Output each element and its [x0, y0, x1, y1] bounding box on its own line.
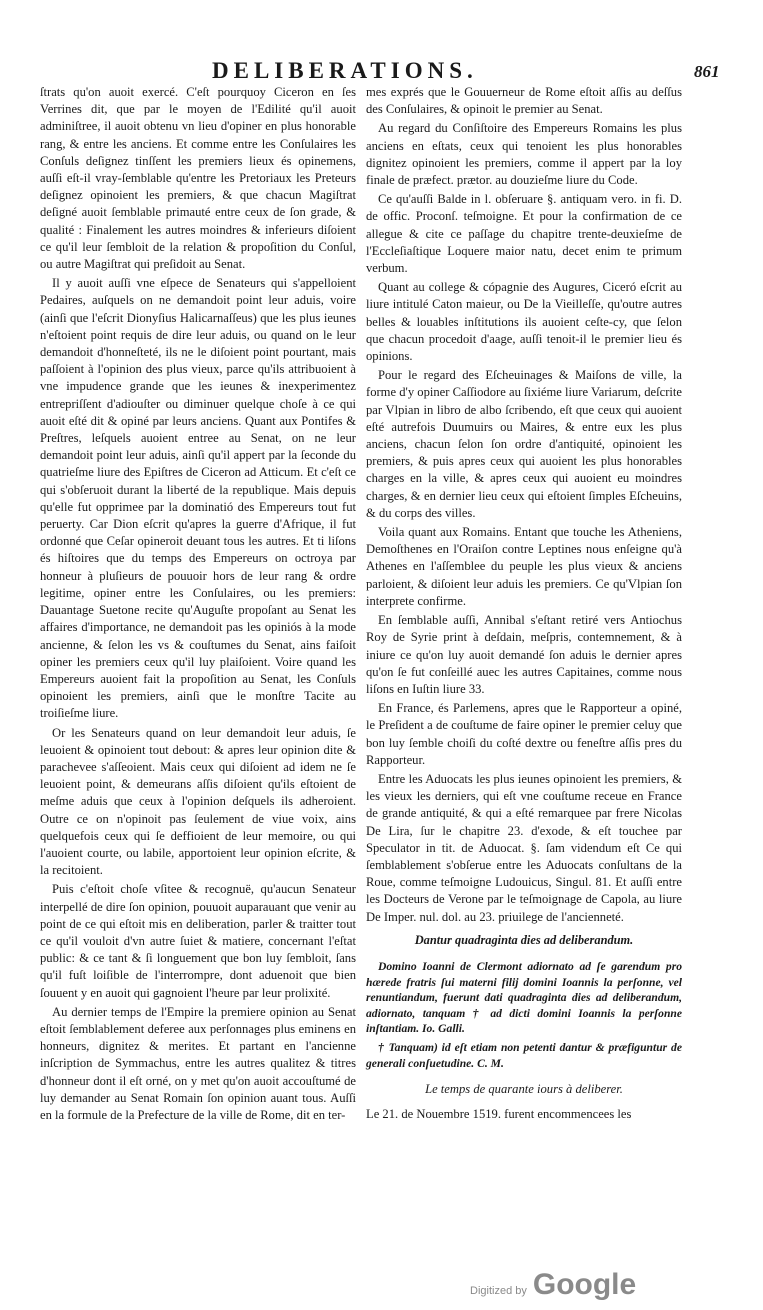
latin-notes: [366, 959, 682, 1071]
running-header-title: DELIBERATIONS.: [212, 58, 478, 83]
section-title: Le temps de quarante iours à deliberer.: [425, 1082, 623, 1097]
right-paragraph-5: Pour le regard des Eſcheuinages & Maiſons de ville, la forme d'y opiner Caſſiodore au ſixiéme liure Variarum, deſcrite par Vlpian in libro de albo ſcribendo, eſt que ceux qui auoient eſté autrefois Duumuirs ou Maires, & entre eux les plus anciens, chacun ſelon ſon ordre d'antiquité, opinoient les premiers, & puis apres ceux qui auoient les plus honorables charges en la ville, & apres ceux qui auoient eu moindres charges, & en dernier lieu ceux qui eſtoient ſimples Eſcheuins, & du corps des villes.: [366, 368, 682, 520]
left-paragraph-4: Puis c'eſtoit choſe vſitee & recognuë, qu'aucun Senateur interpellé de dire ſon opinion, pouuoit auparauant que venir au point de ce qui eſtoit mis en deliberation, parler & traitter tout ce qu'il vouloit d'vn autre ſuiet & matiere, concernant l'eſtat public: & ce tant & ſi longuement que bon luy ſembloit, ſans qu'il fuſt loiſible de l'interrompre, dont aduenoit que bien ſouuent y en auoit qui gagnoient l'heure par leur prolixité.: [40, 882, 356, 1000]
left-paragraph-1: ſtrats qu'on auoit exercé. C'eſt pourquoy Ciceron en ſes Verrines dit, que par le moyen de l'Edilité qu'il auoit adminiſtree, il auoit obtenu vn lieu d'opiner en plus honorable rang, & entre les anciens. Et comme entre les Conſulaires les Conſuls deſignez tinſſent les premiers lieux és opinemens, auſſi eſt-il vray-ſemblable qu'entre les Pretoriaux les Preteurs deſignez opinoient les premiers, & que chacun Magiſtrat deſigné auoit ſemblable primauté entre ceux de ſon grade, & qualité : Finalement les autres moindres & inferieurs diſoient ce qu'il leur ſembloit de la relation & propoſition du Conſul, ou autre Magiſtrat qui preſidoit au Senat.: [40, 85, 356, 272]
right-column: [366, 84, 682, 1126]
right-paragraph-4: Quant au college & cópagnie des Augures, Ciceró eſcrit au liure intitulé Caton maieur, ou De la Vieilleſſe, qu'outre autres belles & louables inſtitutions ils auoient ceſte-cy, que ſelon que chacun procedoit d'aage, auſſi tenoit-il le premier lieu és opinions.: [366, 280, 682, 364]
right-paragraph-2: Au regard du Conſiſtoire des Empereurs Romains les plus anciens en eſtats, ceux qui tenoient les plus honorables dignitez opinoient les premiers, comme il appert par la loy finale de præfect. prætor. au douzieſme liure du Code.: [366, 121, 682, 188]
page-number: 861: [694, 62, 720, 81]
left-paragraph-5: Au dernier temps de l'Empire la premiere opinion au Senat eſtoit ſemblablement deferee aux perſonnages plus eminens en honneurs, dignitez & merites. Et partant en l'ancienne inſcription de Symmachus, entre les autres qualitez & titres d'honneur dont il eſt orné, on y met qu'on auoit accouſtumé de luy demander au Senat Romain ſon opinion auant tous. Auſſi en la formule de la Prefecture de la ville de Rome, dit en ter-: [40, 1004, 356, 1122]
google-logo: Google: [532, 1268, 637, 1301]
left-column: [40, 84, 356, 1126]
closing-line: Le 21. de Nouembre 1519. furent encommencees les: [366, 1107, 632, 1122]
right-paragraph-8: En France, és Parlemens, apres que le Rapporteur a opiné, le Preſident a de couſtume de faire opiner le premier celuy que bon luy ſemble choiſi du coſté dextre ou feneſtre aſſis pres du Rapporteur.: [366, 701, 682, 767]
right-paragraph-7: En ſemblable auſſi, Annibal s'eſtant retiré vers Antiochus Roy de Syrie print à deſdain, meſpris, contemnement, & à iniure ce qu'on luy auoit demandé ſon aduis le dernier apres qu'on ſe fut conſeillé auec les autres Capitaines, comme nous liſons en Iuſtin liure 33.: [366, 613, 682, 696]
marginal-caption: Dantur quadraginta dies ad deliberandum.: [414, 932, 634, 947]
latin-note-2: † Tanquam) id eſt etiam non petenti dantur & præfiguntur de generali conſuetudine. C. M.: [366, 1040, 682, 1070]
latin-note-1: Domino Ioanni de Clermont adiornato ad ſe garendum pro hærede fratris ſui materni filij domini Ioannis la perſonne, vel renuntiandum, fuerunt dati quadraginta dies ad deliberandum, adiornato, tanquam † ad dicti domini Ioannis la perſonne inſtantiam. Io. Galli.: [366, 959, 682, 1036]
right-paragraph-3: Ce qu'auſſi Balde in l. obſeruare §. antiquam vero. in fi. D. de offic. Proconſ. teſmoigne. Et pour la confirmation de ce allegue & cite ce paſſage du chapitre trente-deuxieſme de l'Eccleſiaſtique Loquere maior natu, decet enim te primum verbum.: [366, 192, 682, 276]
right-paragraph-1: mes exprés que le Gouuerneur de Rome eſtoit aſſis au deſſus des Conſulaires, & opinoit le premier au Senat.: [366, 85, 682, 117]
right-paragraph-6: Voila quant aux Romains. Entant que touche les Atheniens, Demoſthenes en l'Oraiſon contre Leptines nous enſeigne qu'à Athenes en l'aſſemblee du peuple les plus vieux & anciens parloient, & diſoient leur aduis les premiers. Ce qu'Vlpian ſon interprete confirme.: [366, 525, 682, 608]
watermark-prefix: Digitized by: [470, 1285, 527, 1297]
right-paragraph-9: Entre les Aduocats les plus ieunes opinoient les premiers, & les vieux les derniers, qui eſt vne couſtume receue en France de grande antiquité, & qui a eſté remarquee par frere Nicolas De Lira, ſur le chapitre 23. d'exode, & eſt touchee par Speculator in tit. de Aduocat. §. ſam videndum eſt Ce qui ſemblablement s'obſerue entre les Aduocats conſultans de la Roue, comme teſmoigne Ludouicus, Singul. 81. Et auſſi entre les Docteurs de Verone par le teſmoignage de Capola, au liure De Imper. nul. dol. au 23. priuilege de l'ancienneté.: [366, 771, 682, 924]
google-watermark: [470, 1268, 636, 1302]
left-paragraph-2: Il y auoit auſſi vne eſpece de Senateurs qui s'appelloient Pedaires, auſquels on ne demandoit point leur aduis, voire (ainſi que l'eſcrit Dionyſius Halicarnaſſeus) que les plus ieunes n'eſtoient point requis de dire leur aduis, ou quand on le leur demandoit d'honneſteté, ils ne le diſoient point pourtant, mais paſſoient à l'opinion des plus vieux, parce qu'ils attribuoient à vne impudence grande que les ieunes & inexperimentez entrepriſſent d'adiouſter ou diminuer quelque choſe à ce qui auoit eſté dit & opiné par leurs anciens. Quant aux Pontifes & Preſtres, leſquels auoient entree au Senat, on ne leur demandoit point leur aduis, ainſi qu'il appert par la ſeconde du quatrieſme liure des Epiſtres de Ciceron ad Atticum. Et c'eſt ce qui s'obſeruoit durant la liberté de la republique. Mais depuis qu'elle fut opprimee par la dominatió des Empereurs tout fut peruerty. Car Dion eſcrit qu'apres la guerre d'Afrique, il fut ordonné que Ceſar opineroit deuant tous les autres. Et ti liſons és hiſtoires que du temps des Empereurs on octroya par honneur à pluſieurs de pouuoir hors de leur rang & ordre legitime, opiner entre les Conſulaires, ou les premiers: Dauantage Suetone recite qu'Auguſte propoſant au Senat les affaires d'importance, ne demandoit pas les opiniós à la mode ancienne, & ſelon les vs & couſtumes du Senat, ains faiſoit opiner les premiers ceux qu'il luy plaiſoient. Voire quand les Empereurs auoient fait la propoſition au Senat, les Conſuls opinoient les premiers, ainſi que le monſtre Tacite au troiſieſme liure.: [40, 276, 356, 721]
left-paragraph-3: Or les Senateurs quand on leur demandoit leur aduis, ſe leuoient & opinoient tout debout: & apres leur opinion dite & parachevee s'aſſeoient. Mais ceux qui diſoient ad idem ne ſe leuoient point, & demeurans aſſis diſoient qu'ils eſtoient de meſme aduis que ceux à l'opinion deſquels ils adheroient. Outre ce on n'opinoit pas ſeulement de viue voix, ains quelquefois ceux qui ſe deffioient de leur memoire, ou qui l'auoient courte, ou labile, apportoient leur opinion eſcrite, & la recitoient.: [40, 725, 356, 878]
